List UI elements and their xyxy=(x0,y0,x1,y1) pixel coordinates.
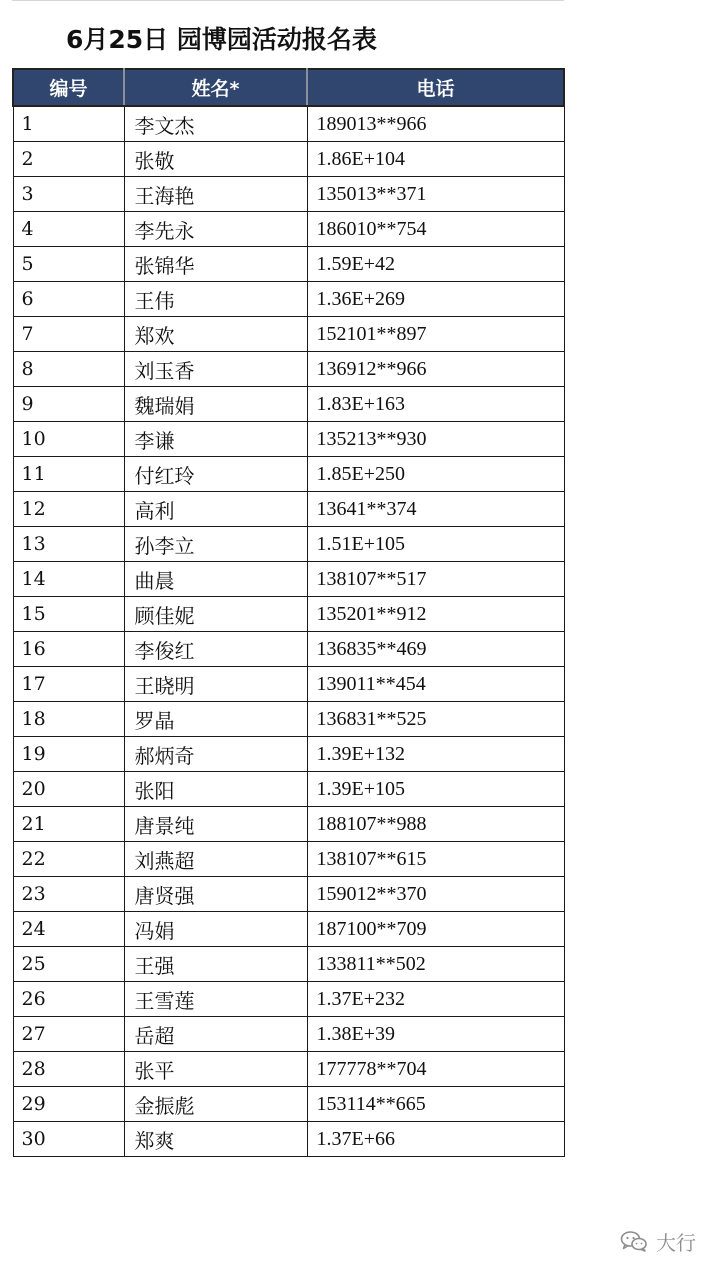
table-row xyxy=(13,737,564,772)
table-row xyxy=(13,212,564,247)
row-name-cell: 唐贤强 xyxy=(124,877,307,912)
row-name-cell: 李文杰 xyxy=(124,106,307,142)
row-phone-cell: 188107**988 xyxy=(307,807,564,842)
row-number-cell: 2 xyxy=(13,142,124,177)
row-name-cell: 郑欢 xyxy=(124,317,307,352)
table-row xyxy=(13,842,564,877)
row-phone-cell: 135013**371 xyxy=(307,177,564,212)
row-phone-cell: 139011**454 xyxy=(307,667,564,702)
row-name-cell: 高利 xyxy=(124,492,307,527)
row-number-cell: 28 xyxy=(13,1052,124,1087)
document-title: 6月25日 园博园活动报名表 xyxy=(66,25,377,54)
row-phone-cell: 1.83E+163 xyxy=(307,387,564,422)
row-number-cell: 25 xyxy=(13,947,124,982)
row-phone-cell: 177778**704 xyxy=(307,1052,564,1087)
row-number-cell: 17 xyxy=(13,667,124,702)
wechat-icon xyxy=(620,1230,648,1252)
table-row xyxy=(13,947,564,982)
table-row xyxy=(13,387,564,422)
row-number-cell: 10 xyxy=(13,422,124,457)
row-name-cell: 孙李立 xyxy=(124,527,307,562)
row-name-cell: 张敬 xyxy=(124,142,307,177)
row-phone-cell: 1.39E+105 xyxy=(307,772,564,807)
row-name-cell: 魏瑞娟 xyxy=(124,387,307,422)
row-phone-cell: 153114**665 xyxy=(307,1087,564,1122)
table-row xyxy=(13,1052,564,1087)
row-number-cell: 19 xyxy=(13,737,124,772)
table-row xyxy=(13,457,564,492)
table-row xyxy=(13,632,564,667)
row-name-cell: 张锦华 xyxy=(124,247,307,282)
row-name-cell: 郑爽 xyxy=(124,1122,307,1157)
row-number-cell: 9 xyxy=(13,387,124,422)
row-phone-cell: 187100**709 xyxy=(307,912,564,947)
row-phone-cell: 138107**615 xyxy=(307,842,564,877)
table-row xyxy=(13,912,564,947)
table-row xyxy=(13,142,564,177)
row-number-cell: 11 xyxy=(13,457,124,492)
row-phone-cell: 136835**469 xyxy=(307,632,564,667)
row-phone-cell: 159012**370 xyxy=(307,877,564,912)
row-number-cell: 8 xyxy=(13,352,124,387)
row-name-cell: 王海艳 xyxy=(124,177,307,212)
row-phone-cell: 138107**517 xyxy=(307,562,564,597)
row-number-cell: 5 xyxy=(13,247,124,282)
row-number-cell: 22 xyxy=(13,842,124,877)
row-name-cell: 金振彪 xyxy=(124,1087,307,1122)
row-name-cell: 王雪莲 xyxy=(124,982,307,1017)
table-row xyxy=(13,422,564,457)
table-row xyxy=(13,597,564,632)
row-phone-cell: 1.51E+105 xyxy=(307,527,564,562)
row-name-cell: 李谦 xyxy=(124,422,307,457)
table-row xyxy=(13,106,564,142)
row-number-cell: 14 xyxy=(13,562,124,597)
row-phone-cell: 13641**374 xyxy=(307,492,564,527)
row-name-cell: 刘燕超 xyxy=(124,842,307,877)
row-number-cell: 20 xyxy=(13,772,124,807)
row-name-cell: 张阳 xyxy=(124,772,307,807)
row-phone-cell: 1.85E+250 xyxy=(307,457,564,492)
table-row xyxy=(13,527,564,562)
table-row xyxy=(13,1122,564,1157)
row-number-cell: 26 xyxy=(13,982,124,1017)
row-phone-cell: 133811**502 xyxy=(307,947,564,982)
row-phone-cell: 136912**966 xyxy=(307,352,564,387)
row-name-cell: 李先永 xyxy=(124,212,307,247)
row-name-cell: 付红玲 xyxy=(124,457,307,492)
table-row xyxy=(13,982,564,1017)
row-name-cell: 岳超 xyxy=(124,1017,307,1052)
row-name-cell: 李俊红 xyxy=(124,632,307,667)
row-name-cell: 王伟 xyxy=(124,282,307,317)
row-number-cell: 29 xyxy=(13,1087,124,1122)
row-number-cell: 6 xyxy=(13,282,124,317)
row-number-cell: 7 xyxy=(13,317,124,352)
row-name-cell: 张平 xyxy=(124,1052,307,1087)
row-name-cell: 顾佳妮 xyxy=(124,597,307,632)
row-number-cell: 4 xyxy=(13,212,124,247)
row-name-cell: 郝炳奇 xyxy=(124,737,307,772)
row-phone-cell: 1.38E+39 xyxy=(307,1017,564,1052)
row-number-cell: 27 xyxy=(13,1017,124,1052)
row-number-cell: 12 xyxy=(13,492,124,527)
row-number-cell: 30 xyxy=(13,1122,124,1157)
row-phone-cell: 1.36E+269 xyxy=(307,282,564,317)
table-row xyxy=(13,1017,564,1052)
row-name-cell: 王晓明 xyxy=(124,667,307,702)
table-row xyxy=(13,317,564,352)
table-row xyxy=(13,1087,564,1122)
row-number-cell: 18 xyxy=(13,702,124,737)
row-phone-cell: 135201**912 xyxy=(307,597,564,632)
watermark-text: 大行 xyxy=(656,1230,696,1255)
row-name-cell: 刘玉香 xyxy=(124,352,307,387)
row-number-cell: 16 xyxy=(13,632,124,667)
row-phone-cell: 152101**897 xyxy=(307,317,564,352)
table-row xyxy=(13,877,564,912)
table-row xyxy=(13,352,564,387)
row-phone-cell: 186010**754 xyxy=(307,212,564,247)
row-name-cell: 唐景纯 xyxy=(124,807,307,842)
row-number-cell: 24 xyxy=(13,912,124,947)
table-row xyxy=(13,562,564,597)
row-phone-cell: 1.86E+104 xyxy=(307,142,564,177)
row-phone-cell: 135213**930 xyxy=(307,422,564,457)
table-row xyxy=(13,702,564,737)
table-body xyxy=(13,106,564,1157)
header-name: 姓名* xyxy=(124,69,307,106)
header-number: 编号 xyxy=(13,69,124,106)
row-phone-cell: 1.59E+42 xyxy=(307,247,564,282)
watermark xyxy=(620,1226,696,1256)
row-name-cell: 冯娟 xyxy=(124,912,307,947)
row-number-cell: 1 xyxy=(13,106,124,142)
table-row xyxy=(13,247,564,282)
row-phone-cell: 1.37E+232 xyxy=(307,982,564,1017)
row-name-cell: 王强 xyxy=(124,947,307,982)
table-row xyxy=(13,772,564,807)
table-header-row xyxy=(13,69,564,106)
row-phone-cell: 136831**525 xyxy=(307,702,564,737)
table-row xyxy=(13,177,564,212)
table-row xyxy=(13,492,564,527)
row-phone-cell: 1.39E+132 xyxy=(307,737,564,772)
row-name-cell: 罗晶 xyxy=(124,702,307,737)
registration-table xyxy=(12,68,565,1157)
row-phone-cell: 1.37E+66 xyxy=(307,1122,564,1157)
row-phone-cell: 189013**966 xyxy=(307,106,564,142)
row-number-cell: 21 xyxy=(13,807,124,842)
top-divider xyxy=(12,0,564,1)
table-row xyxy=(13,282,564,317)
row-name-cell: 曲晨 xyxy=(124,562,307,597)
row-number-cell: 15 xyxy=(13,597,124,632)
table-row xyxy=(13,807,564,842)
row-number-cell: 3 xyxy=(13,177,124,212)
row-number-cell: 23 xyxy=(13,877,124,912)
table-row xyxy=(13,667,564,702)
row-number-cell: 13 xyxy=(13,527,124,562)
header-phone: 电话 xyxy=(307,69,564,106)
